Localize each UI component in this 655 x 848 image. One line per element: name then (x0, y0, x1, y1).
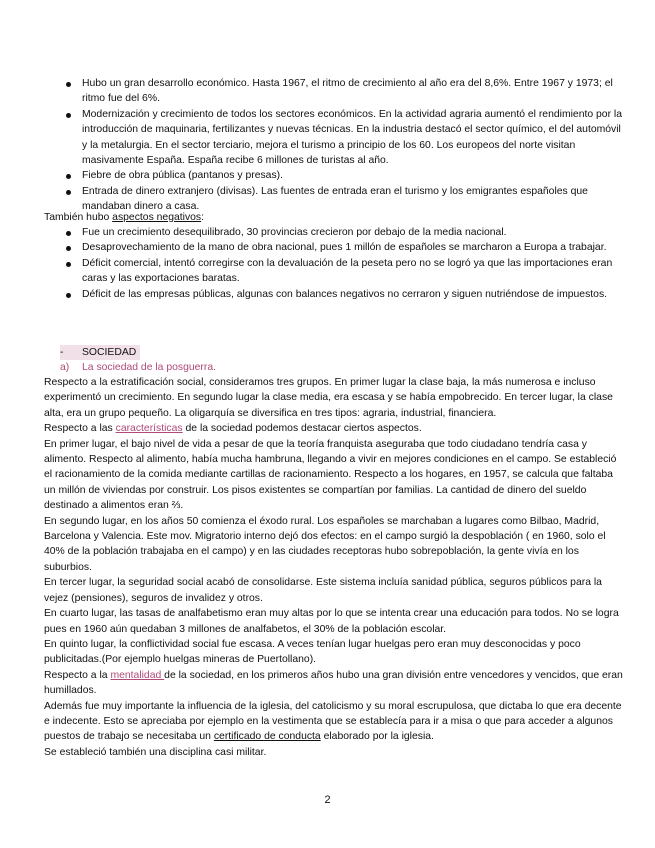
section-title: SOCIEDAD (82, 347, 137, 358)
list-item: Déficit comercial, intentó corregirse con la devaluación de la peseta pero no se logró ya que las importaciones eran caras y las exportaciones baratas. (64, 256, 624, 287)
paragraph: En primer lugar, el bajo nivel de vida a pesar de que la teoría franquista aseguraba que todo ciudadano tendría casa y alimento. Respecto al alimento, había mucha hambruna, llegando a vivir en mejores condiciones en el campo. Se estableció el racionamiento de la comida mediante cartillas de racionamiento. Respecto a los hogares, en 1957, se calcula que faltaba un millón de viviendas por construir. Los pisos existentes se compartían por familias. La cantidad de dinero del sueldo destinado a alimentos eran ⅔. (44, 438, 617, 512)
list-item: Hubo un gran desarrollo económico. Hasta 1967, el ritmo de crecimiento al año era del 8,6%. Entre 1967 y 1973; el ritmo fue del 6%. (64, 76, 624, 107)
paragraph: En cuarto lugar, las tasas de analfabetismo eran muy altas por lo que se intenta crear una educación para todos. No se logra pues en 1960 aún quedaban 3 millones de analfabetos, el 30% de la población escolar. (44, 608, 619, 635)
list-item: Fue un crecimiento desequilibrado, 30 provincias crecieron por debajo de la media nacional. (64, 225, 624, 240)
paragraph: En tercer lugar, la seguridad social acabó de consolidarse. Este sistema incluía sanidad pública, seguros públicos para la vejez (pensiones), seguros de invalidez y otros. (44, 577, 602, 604)
section-heading (60, 345, 140, 360)
positive-aspects-list (64, 76, 624, 215)
list-item: Fiebre de obra pública (pantanos y presas). (64, 168, 624, 183)
list-item: Entrada de dinero extranjero (divisas). Las fuentes de entrada eran el turismo y los emigrantes españoles que mandaban dinero a casa. (64, 184, 624, 215)
paragraph: Además fue muy importante la influencia de la iglesia, del catolicismo y su moral escrupulosa, que dictaba lo que era decente e indecente. Esto se apreciaba por ejemplo en la vestimenta que se establecía para ir a misa o que para acceder a algunos puestos de trabajo se necesitaba un certificado de conducta elaborado por la iglesia. (44, 700, 622, 743)
negatives-intro (44, 210, 624, 225)
intro-text: También hubo (44, 212, 113, 223)
paragraph: Respecto a la mentalidad de la sociedad, en los primeros años hubo una gran división entre vencedores y vencidos, que eran humillados. (44, 669, 623, 697)
paragraph: Respecto a la estratificación social, consideramos tres grupos. En primer lugar la clase baja, la más numerosa e incluso experimentó un crecimiento. En segundo lugar la clase media, era escasa y se había empobrecido. En tercer lugar, la clase alta, era un grupo pequeño. La oligarquía se diversifica en tres tipos: agraria, industrial, financiera. (44, 377, 613, 419)
page-number: 2 (324, 794, 331, 806)
intro-colon: : (201, 212, 205, 223)
list-item: Desaprovechamiento de la mano de obra nacional, pues 1 millón de españoles se marcharon a Europa a trabajar. (64, 240, 624, 255)
paragraph: En quinto lugar, la conflictividad social fue escasa. A veces tenían lugar huelgas pero eran muy desconocidas y poco publicitadas.(Por ejemplo huelgas mineras de Puertollano). (44, 638, 581, 666)
certificado-underlined: certificado de conducta (213, 731, 321, 743)
body-text (44, 375, 624, 760)
mentalidad-link[interactable]: mentalidad (110, 669, 165, 681)
paragraph: Se estableció también una disciplina casi militar. (44, 746, 267, 758)
negative-aspects-list (64, 225, 624, 302)
paragraph: Respecto a las características de la sociedad podemos destacar ciertos aspectos. (44, 423, 422, 435)
section-marker: - (60, 347, 64, 358)
subsection-title: La sociedad de la posguerra. (82, 362, 217, 373)
list-item: Modernización y crecimiento de todos los sectores económicos. En la actividad agraria aumentó el rendimiento por la introducción de maquinaria, fertilizantes y nuevas técnicas. En la industria destacó el sector químico, el del automóvil y la metalurgia. En el sector terciario, mejora el turismo a principio de los 60. Los europeos del norte visitan masivamente España. España recibe 6 millones de turistas al año. (64, 107, 624, 169)
paragraph: En segundo lugar, en los años 50 comienza el éxodo rural. Los españoles se marchaban a lugares como Bilbao, Madrid, Barcelona y Valencia. Este mov. Migratorio interno dejó dos efectos: en el campo surgió la despoblación ( en 1960, solo el 40% de la población trabajaba en el campo) y en las ciudades receptoras hubo sobrepoblación, la gente vivía en los suburbios. (44, 515, 606, 573)
list-item: Déficit de las empresas públicas, algunas con balances negativos no cerraron y siguen nutriéndose de impuestos. (64, 287, 624, 302)
caracteristicas-link[interactable]: características (115, 423, 183, 435)
negatives-heading: aspectos negativos (112, 212, 202, 223)
subsection-marker: a) (60, 362, 70, 373)
subsection-heading (60, 360, 216, 375)
